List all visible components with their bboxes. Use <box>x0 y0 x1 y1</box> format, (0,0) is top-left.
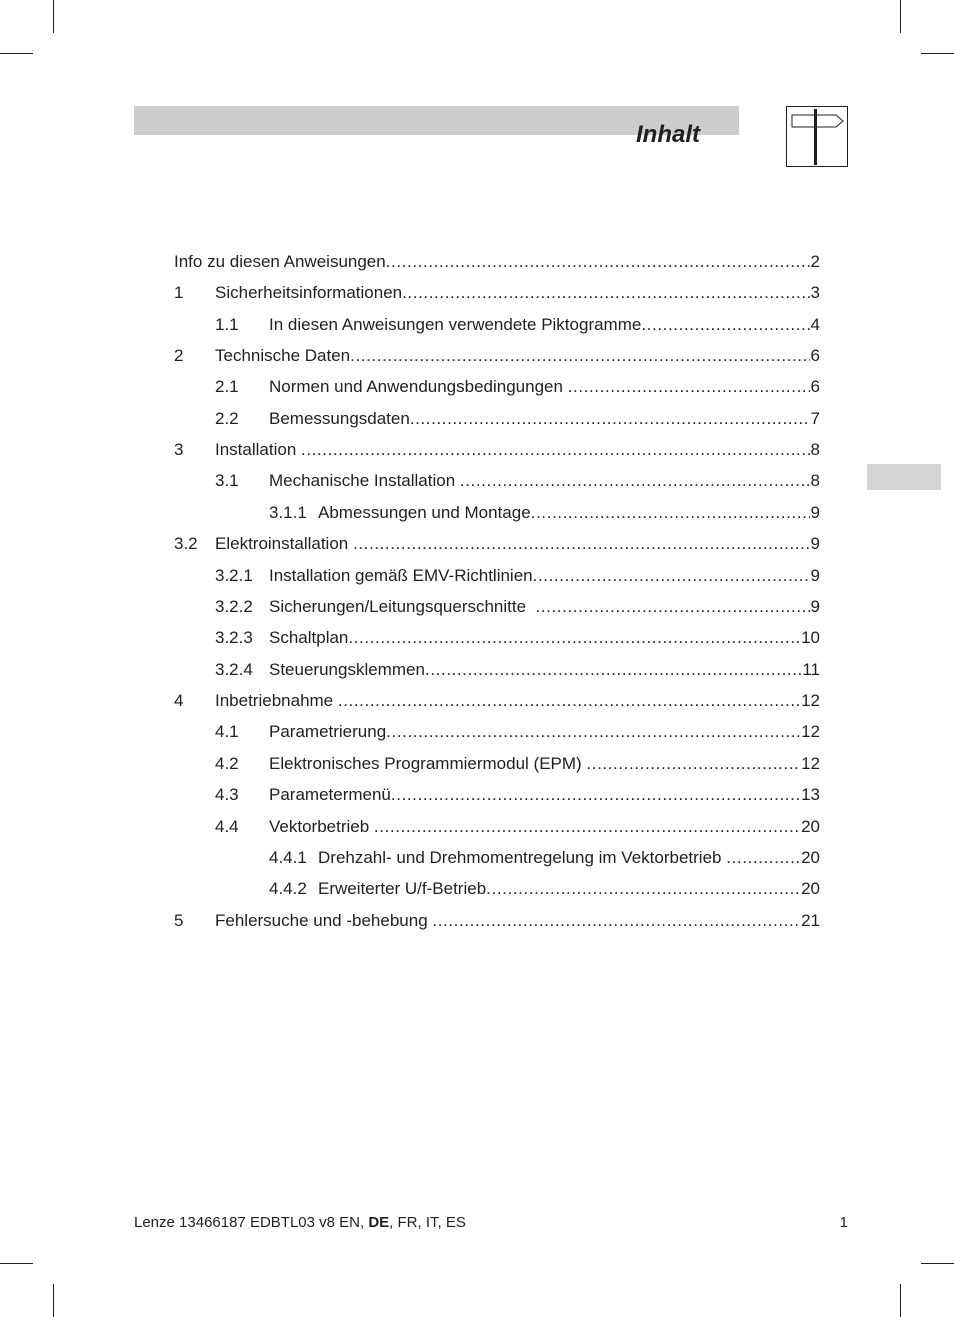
toc-entry-number: 4.4.1 <box>269 848 307 867</box>
toc-leader-dots <box>533 565 810 587</box>
toc-entry-number: 2.2 <box>215 409 239 428</box>
page-title: Inhalt <box>636 121 700 148</box>
toc-entry[interactable] <box>174 910 820 932</box>
toc-leader-dots <box>353 533 810 555</box>
toc-entry-page: 12 <box>801 754 820 773</box>
toc-entry-number: 4.4 <box>215 817 239 836</box>
toc-entry-number: 3.2 <box>174 534 198 553</box>
toc-entry[interactable] <box>174 816 820 838</box>
toc-entry-page: 20 <box>801 879 820 898</box>
toc-entry-page: 6 <box>810 346 820 365</box>
toc-entry-number: 1.1 <box>215 315 239 334</box>
toc-leader-dots <box>568 376 810 398</box>
toc-leader-dots <box>486 878 800 900</box>
crop-mark <box>53 0 54 33</box>
crop-mark <box>900 0 901 33</box>
toc-entry[interactable] <box>174 565 820 587</box>
crop-mark <box>921 1263 954 1264</box>
footer-prefix: Lenze 13466187 EDBTL03 v8 EN, <box>134 1214 369 1231</box>
toc-entry-title: Parametermenü <box>269 785 391 804</box>
toc-entry-number: 3.2.2 <box>215 597 253 616</box>
toc-entry-number: 3.1 <box>215 471 239 490</box>
toc-entry-title: Elektronisches Programmiermodul (EPM) <box>269 754 587 773</box>
toc-entry-number: 4.4.2 <box>269 879 307 898</box>
toc-entry-page: 8 <box>810 471 820 490</box>
toc-entry[interactable] <box>174 345 820 367</box>
toc-leader-dots <box>350 345 809 367</box>
toc-entry-page: 6 <box>810 377 820 396</box>
toc-entry-title: Sicherheitsinformationen <box>215 283 403 302</box>
toc-entry-page: 8 <box>810 440 820 459</box>
toc-entry[interactable] <box>174 596 820 618</box>
toc-leader-dots <box>432 910 800 932</box>
toc-entry-title: Parametrierung <box>269 722 387 741</box>
toc-entry-number: 4.2 <box>215 754 239 773</box>
toc-entry-page: 20 <box>801 817 820 836</box>
toc-entry-title: Steuerungsklemmen <box>269 660 425 679</box>
toc-entry[interactable] <box>174 784 820 806</box>
toc-leader-dots <box>536 596 810 618</box>
toc-leader-dots <box>586 753 800 775</box>
toc-leader-dots <box>348 627 800 649</box>
crop-mark <box>921 53 954 54</box>
crop-mark <box>900 1284 901 1317</box>
toc-entry-page: 21 <box>801 911 820 930</box>
footer-current-language: DE <box>368 1214 390 1231</box>
toc-entry[interactable] <box>174 753 820 775</box>
toc-entry-number: 4 <box>174 691 184 710</box>
toc-entry-title: Info zu diesen Anweisungen <box>174 252 386 271</box>
toc-entry-page: 13 <box>801 785 820 804</box>
toc-entry-title: Installation <box>215 440 301 459</box>
toc-entry[interactable] <box>174 314 820 336</box>
toc-leader-dots <box>425 659 801 681</box>
toc-leader-dots <box>301 439 810 461</box>
toc-entry-title: Installation gemäß EMV-Richtlinien <box>269 566 533 585</box>
toc-entry-title: Elektroinstallation <box>215 534 353 553</box>
toc-entry-page: 20 <box>801 848 820 867</box>
toc-leader-dots <box>374 816 800 838</box>
toc-entry-number: 4.3 <box>215 785 239 804</box>
toc-leader-dots <box>641 314 809 336</box>
toc-entry-title: Mechanische Installation <box>269 471 460 490</box>
toc-entry-title: Schaltplan <box>269 628 349 647</box>
side-tab-marker <box>867 464 941 490</box>
toc-entry-number: 2 <box>174 346 184 365</box>
toc-entry-page: 9 <box>810 566 820 585</box>
toc-entry-title: Sicherungen/Leitungsquerschnitte <box>269 597 536 616</box>
toc-leader-dots <box>338 690 800 712</box>
signpost-icon <box>786 106 848 167</box>
toc-entry[interactable] <box>174 878 820 900</box>
footer-document-info <box>134 1213 466 1233</box>
toc-leader-dots <box>726 847 800 869</box>
toc-entry-title: In diesen Anweisungen verwendete Piktogramme <box>269 315 642 334</box>
crop-mark <box>0 1263 33 1264</box>
toc-entry[interactable] <box>174 533 820 555</box>
toc-entry-page: 4 <box>810 315 820 334</box>
toc-leader-dots <box>460 470 810 492</box>
footer-suffix: , FR, IT, ES <box>389 1214 466 1231</box>
toc-entry[interactable] <box>174 721 820 743</box>
toc-entry-page: 3 <box>810 283 820 302</box>
toc-entry-number: 4.1 <box>215 722 239 741</box>
toc-entry[interactable] <box>174 251 820 273</box>
toc-entry-title: Erweiterter U/f-Betrieb <box>318 879 487 898</box>
toc-entry-title: Drehzahl- und Drehmomentregelung im Vektorbetrieb <box>318 848 727 867</box>
toc-entry[interactable] <box>174 470 820 492</box>
toc-entry[interactable] <box>174 690 820 712</box>
toc-entry[interactable] <box>174 847 820 869</box>
toc-entry[interactable] <box>174 502 820 524</box>
toc-entry-page: 9 <box>810 534 820 553</box>
toc-entry-number: 3.1.1 <box>269 503 307 522</box>
toc-entry-title: Normen und Anwendungsbedingungen <box>269 377 568 396</box>
page-number: 1 <box>839 1214 848 1231</box>
toc-entry-page: 12 <box>801 691 820 710</box>
toc-entry-title: Inbetriebnahme <box>215 691 338 710</box>
crop-mark <box>53 1284 54 1317</box>
toc-entry-page: 9 <box>810 597 820 616</box>
toc-entry-number: 3.2.3 <box>215 628 253 647</box>
toc-leader-dots <box>386 251 810 273</box>
toc-entry-title: Vektorbetrieb <box>269 817 374 836</box>
toc-entry-title: Technische Daten <box>215 346 351 365</box>
toc-entry-page: 11 <box>802 660 820 679</box>
toc-entry-page: 10 <box>801 628 820 647</box>
toc-entry-page: 9 <box>810 503 820 522</box>
toc-entry[interactable] <box>174 659 820 681</box>
toc-leader-dots <box>402 282 809 304</box>
toc-entry-number: 3.2.4 <box>215 660 253 679</box>
toc-entry[interactable] <box>174 408 820 430</box>
toc-entry[interactable] <box>174 376 820 398</box>
toc-entry-title: Fehlersuche und -behebung <box>215 911 433 930</box>
toc-entry-number: 5 <box>174 911 184 930</box>
toc-entry-number: 3.2.1 <box>215 566 253 585</box>
toc-leader-dots <box>391 784 800 806</box>
toc-entry-page: 2 <box>810 252 820 271</box>
toc-entry-title: Bemessungsdaten <box>269 409 410 428</box>
toc-leader-dots <box>410 408 810 430</box>
toc-entry[interactable] <box>174 282 820 304</box>
crop-mark <box>0 53 33 54</box>
toc-leader-dots <box>386 721 800 743</box>
toc-entry[interactable] <box>174 439 820 461</box>
toc-entry[interactable] <box>174 627 820 649</box>
toc-entry-number: 3 <box>174 440 184 459</box>
toc-entry-number: 2.1 <box>215 377 239 396</box>
toc-entry-number: 1 <box>174 283 184 302</box>
toc-entry-title: Abmessungen und Montage <box>318 503 531 522</box>
toc-entry-page: 7 <box>810 409 820 428</box>
toc-entry-page: 12 <box>801 722 820 741</box>
toc-leader-dots <box>531 502 810 524</box>
